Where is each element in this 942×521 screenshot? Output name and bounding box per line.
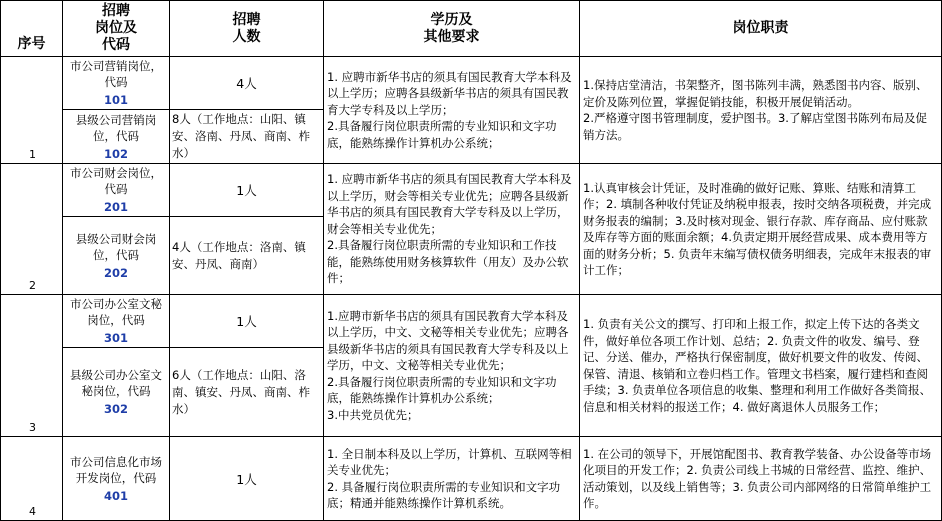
table-row [1,295,942,348]
header-seq: 序号 [1,1,63,57]
header-requirements: 学历及 其他要求 [324,1,580,57]
requirements-cell: 1. 全日制本科及以上学历，计算机、互联网等相关专业优先； 2. 具备履行岗位职责所需的专业知识和文字功底；精通并能熟练操作计算机系统。 [324,437,580,521]
count-cell: 6人（工作地点：山阳、洛南、镇安、丹凤、商南、柞水） [170,348,324,437]
count-cell: 4人 [170,57,324,110]
requirements-cell: 1. 应聘市新华书店的须具有国民教育大学本科及以上学历；应聘各县级新华书店的须具有国民教育大学专科及以上学历； 2.具备履行岗位职责所需的专业知识和文字功底，能熟练操作计算机办公系统； [324,57,580,164]
duties-cell: 1.认真审核会计凭证，及时准确的做好记账、算账、结账和清算工作；2. 填制各种收付凭证及纳税申报表，按时交纳各项税费，并完成财务报表的编制；3.及时核对现金、银行存款、库存商品、应付账款及库存等方面的账面余额；4.负责定期开展经营成果、成本费用等方面的财务分析；5. 负责年末编写债权债务明细表，完成年末报表的审计工作； [580,164,942,295]
table-row [1,437,942,521]
position-code: 301 [103,331,128,345]
seq-cell: 2 [1,164,63,295]
position-cell: 县级公司营销岗位，代码 102 [63,110,170,164]
count-cell: 1人 [170,437,324,521]
position-code: 101 [103,93,128,107]
duties-cell: 1. 负责有关公文的撰写、打印和上报工作，拟定上传下达的各类文件，做好单位各项工作计划、总结；2. 负责文件的收发、编号、登记、分送、催办，严格执行保密制度，做好机要文件的收发、传阅、保管、清退、核销和立卷归档工作。管理文书档案，履行建档和查阅手续；3. 负责单位各项信息的收集、整理和利用工作做好各类简报、信息和相关材料的报送工作；4. 做好离退休人员服务工作； [580,295,942,437]
position-cell: 市公司办公室文秘岗位，代码 301 [63,295,170,348]
header-position: 招聘 岗位及 代码 [63,1,170,57]
requirements-cell: 1.应聘市新华书店的须具有国民教育大学本科及以上学历，中文、文秘等相关专业优先；应聘各县级新华书店的须具有国民教育大学专科及以上学历，中文、文秘等相关专业优先； 2.具备履行岗位职责所需的专业知识和文字功底，能熟练操作计算机办公系统； 3.中共党员优先； [324,295,580,437]
duties-cell: 1.保持店堂清洁，书架整齐，图书陈列丰满，熟悉图书内容、版别、定价及陈列位置，掌握促销技能，积极开展促销活动。 2.严格遵守图书管理制度，爱护图书。3.了解店堂图书陈列布局及促销方法。 [580,57,942,164]
position-cell: 市公司信息化市场开发岗位，代码 401 [63,437,170,521]
table-row [1,57,942,110]
seq-cell: 1 [1,57,63,164]
position-cell: 县级公司办公室文秘岗位，代码 302 [63,348,170,437]
table-row [1,164,942,217]
requirements-cell: 1. 应聘市新华书店的须具有国民教育大学本科及以上学历，财会等相关专业优先；应聘各县级新华书店的须具有国民教育大学专科及以上学历，财会等相关专业优先； 2.具备履行岗位职责所需的专业知识和工作技能，能熟练使用财务核算软件（用友）及办公软件； [324,164,580,295]
position-cell: 市公司财会岗位，代码 201 [63,164,170,217]
position-code: 201 [103,200,128,214]
position-code: 102 [103,146,128,161]
count-cell: 8人（工作地点：山阳、镇安、洛南、丹凤、商南、柞水） [170,110,324,164]
position-code: 401 [103,488,128,503]
position-code: 202 [103,265,128,280]
count-cell: 1人 [170,164,324,217]
position-cell: 县级公司财会岗位，代码 202 [63,217,170,295]
position-cell: 市公司营销岗位，代码 101 [63,57,170,110]
seq-cell: 4 [1,437,63,521]
seq-cell: 3 [1,295,63,437]
count-cell: 1人 [170,295,324,348]
header-duties: 岗位职责 [580,1,942,57]
count-cell: 4人（工作地点：洛南、镇安、丹凤、商南） [170,217,324,295]
header-count: 招聘 人数 [170,1,324,57]
header-row [1,1,942,57]
position-code: 302 [103,402,128,416]
duties-cell: 1. 在公司的领导下，开展馆配图书、教育教学装备、办公设备等市场化项目的开发工作；2. 负责公司线上书城的日常经营、监控、维护、活动策划，以及线上销售等；3. 负责公司内部网络的日常简单维护工作。 [580,437,942,521]
